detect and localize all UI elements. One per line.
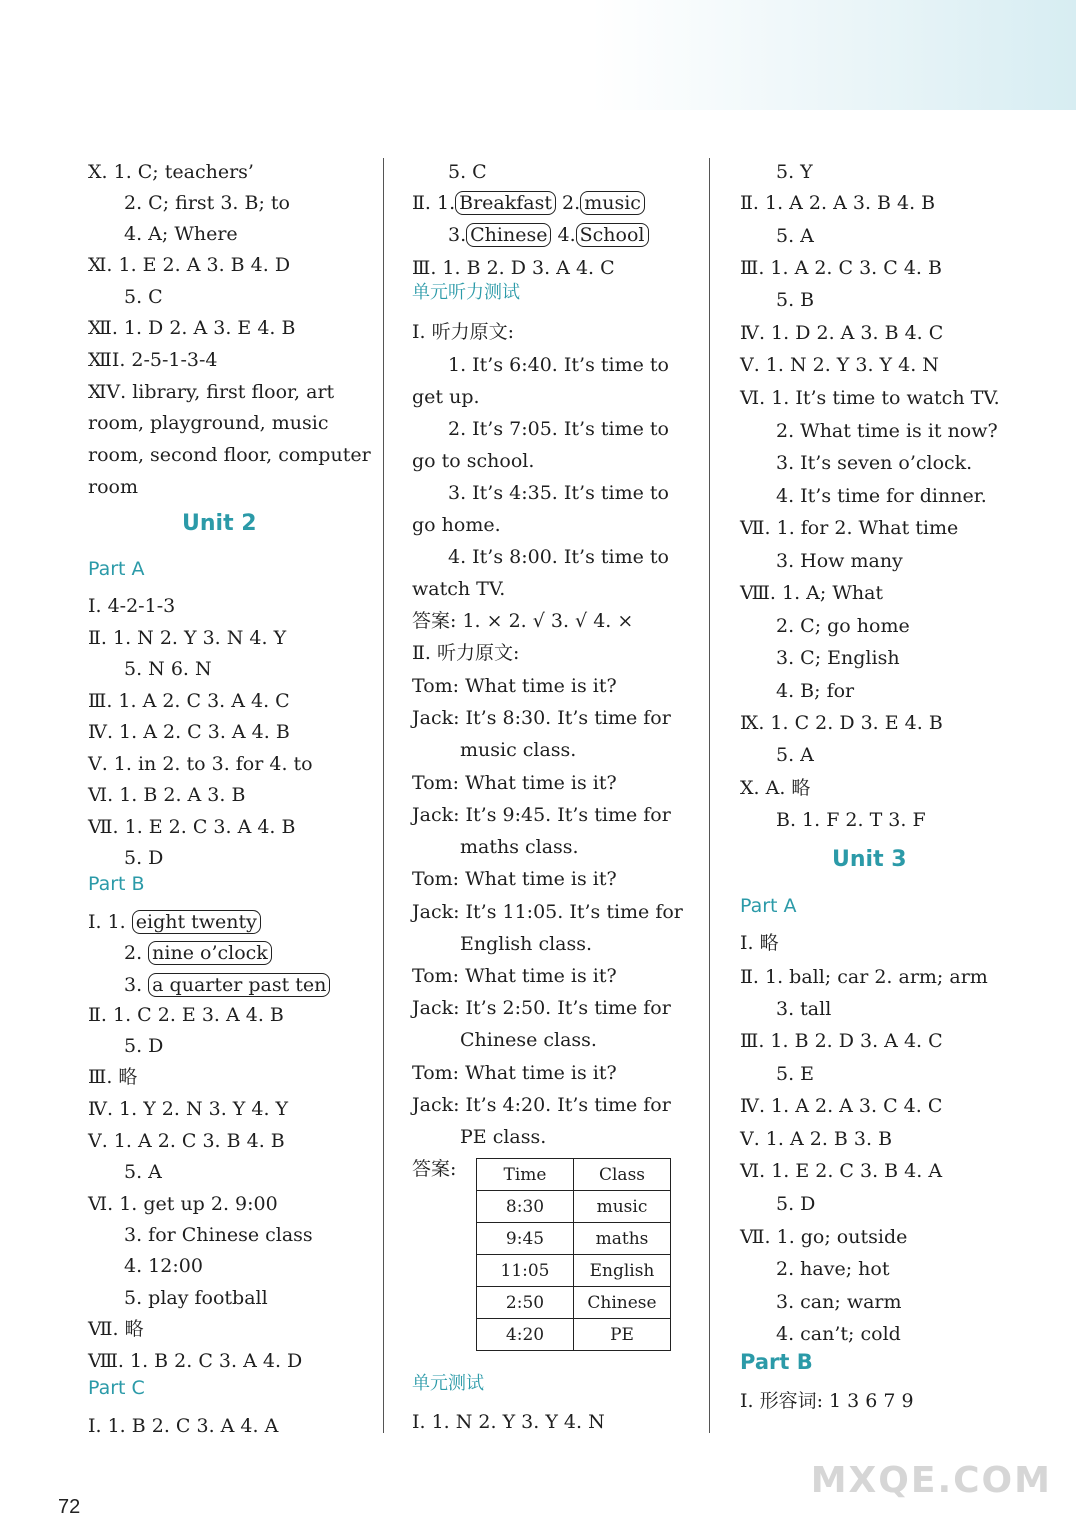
table-cell: 11:05 bbox=[477, 1255, 574, 1287]
answer-line: PE class. bbox=[460, 1126, 547, 1148]
answer-line: Ⅲ. 1. A 2. C 3. C 4. B bbox=[740, 257, 942, 279]
answer-line: B. 1. F 2. T 3. F bbox=[776, 809, 926, 831]
answer-line: Ⅴ. 1. in 2. to 3. for 4. to bbox=[88, 753, 313, 775]
answer-line: English class. bbox=[460, 933, 593, 955]
answer-line: Ⅲ. 1. A 2. C 3. A 4. C bbox=[88, 690, 290, 712]
answer-line: Ⅹ. 1. C; teachers’ bbox=[88, 161, 254, 183]
table-row bbox=[477, 1287, 671, 1319]
answer-line: 答案: 1. × 2. √ 3. √ 4. × bbox=[412, 610, 634, 632]
answer-line: Ⅰ. 4-2-1-3 bbox=[88, 595, 176, 617]
answer-line: 5. A bbox=[776, 225, 814, 247]
answer-line: Ⅵ. 1. B 2. A 3. B bbox=[88, 784, 246, 806]
table-row bbox=[477, 1255, 671, 1287]
answer-line: Ⅹ. A. 略 bbox=[740, 777, 811, 799]
table-cell: Chinese bbox=[574, 1287, 671, 1319]
table-row bbox=[477, 1223, 671, 1255]
answer-line: 5. D bbox=[776, 1193, 816, 1215]
answer-line: 3. How many bbox=[776, 550, 903, 572]
table-header-cell: Class bbox=[574, 1159, 671, 1191]
answer-line: 3. can; warm bbox=[776, 1291, 902, 1313]
answer-line: Ⅴ. 1. A 2. B 3. B bbox=[740, 1128, 893, 1150]
answer-line: Ⅱ. 1. ball; car 2. arm; arm bbox=[740, 966, 988, 988]
answer-line: Ⅶ. 1. go; outside bbox=[740, 1226, 908, 1248]
answer-line: Ⅱ. 1. A 2. A 3. B 4. B bbox=[740, 192, 936, 214]
answer-line: Ⅷ. 1. A; What bbox=[740, 582, 884, 604]
table-header-cell: Time bbox=[477, 1159, 574, 1191]
answer-line: 5. B bbox=[776, 289, 815, 311]
answer-line: 4. 12:00 bbox=[124, 1255, 203, 1277]
answer-line: 2. It’s 7:05. It’s time to bbox=[448, 418, 669, 440]
answer-prefix: Ⅰ. 1. bbox=[88, 911, 132, 933]
answer-line: 3. tall bbox=[776, 998, 832, 1020]
boxed-answer-line bbox=[124, 941, 272, 965]
answer-line: Ⅳ. 1. A 2. C 3. A 4. B bbox=[88, 721, 290, 743]
answer-line: Part A bbox=[740, 895, 797, 917]
answer-line: 5. A bbox=[776, 744, 814, 766]
answer-line: room bbox=[88, 476, 138, 498]
answer-line: 4. It’s 8:00. It’s time to bbox=[448, 546, 669, 568]
answer-line: 5. A bbox=[124, 1161, 162, 1183]
table-row bbox=[477, 1191, 671, 1223]
answer-line: 单元听力测试 bbox=[412, 282, 520, 303]
answer-line: 单元测试 bbox=[412, 1373, 484, 1394]
answer-line: 答案: bbox=[412, 1158, 457, 1180]
answer-line: room, second floor, computer bbox=[88, 444, 371, 466]
answer-line: watch TV. bbox=[412, 578, 506, 600]
table-cell: 9:45 bbox=[477, 1223, 574, 1255]
answer-line: Ⅰ. 1. B 2. C 3. A 4. A bbox=[88, 1415, 279, 1437]
answer-line: Part A bbox=[88, 558, 145, 580]
answer-line: Ⅴ. 1. A 2. C 3. B 4. B bbox=[88, 1130, 285, 1152]
answer-line: 5. N 6. N bbox=[124, 658, 212, 680]
boxed-answer-line bbox=[88, 910, 261, 934]
boxed-answer-line bbox=[124, 973, 330, 997]
answer-line: Tom: What time is it? bbox=[412, 868, 617, 890]
answer-line: maths class. bbox=[460, 836, 579, 858]
answer-line: 5. E bbox=[776, 1063, 815, 1085]
boxed-answer: a quarter past ten bbox=[148, 973, 330, 997]
answer-line: Ⅻ. 1. D 2. A 3. E 4. B bbox=[88, 317, 296, 339]
table-cell: 8:30 bbox=[477, 1191, 574, 1223]
boxed-answer: eight twenty bbox=[132, 910, 261, 934]
answer-line: 5. C bbox=[448, 161, 487, 183]
answer-line: Part B bbox=[740, 1350, 813, 1374]
answer-prefix: Ⅱ. 1. bbox=[412, 192, 456, 214]
answer-line: 2. have; hot bbox=[776, 1258, 890, 1280]
answer-line: 4. B; for bbox=[776, 680, 855, 702]
answer-line: Ⅱ. 听力原文: bbox=[412, 642, 520, 664]
answer-line: Chinese class. bbox=[460, 1029, 597, 1051]
unit-3-heading: Unit 3 bbox=[832, 847, 907, 872]
answer-line: Tom: What time is it? bbox=[412, 675, 617, 697]
answer-line: Ⅳ. 1. A 2. A 3. C 4. C bbox=[740, 1095, 943, 1117]
answer-line: Ⅶ. 1. for 2. What time bbox=[740, 517, 959, 539]
table-cell: 2:50 bbox=[477, 1287, 574, 1319]
answer-line: Tom: What time is it? bbox=[412, 1062, 617, 1084]
answer-line: Ⅲ. 略 bbox=[88, 1066, 138, 1088]
table-header-row bbox=[477, 1159, 671, 1191]
boxed-answer-line bbox=[448, 223, 649, 247]
answer-line: 2. C; first 3. B; to bbox=[124, 192, 290, 214]
boxed-answer: nine o’clock bbox=[148, 941, 272, 965]
answer-line: 5. play football bbox=[124, 1287, 268, 1309]
answer-line: Ⅴ. 1. N 2. Y 3. Y 4. N bbox=[740, 354, 939, 376]
answer-line: Part B bbox=[88, 873, 145, 895]
answer-line: go home. bbox=[412, 514, 501, 536]
answer-line: go to school. bbox=[412, 450, 535, 472]
table-row bbox=[477, 1319, 671, 1351]
answer-line: Ⅱ. 1. N 2. Y 3. N 4. Y bbox=[88, 627, 287, 649]
answer-line: Tom: What time is it? bbox=[412, 965, 617, 987]
answer-line: 5. C bbox=[124, 286, 163, 308]
answer-line: 4. can’t; cold bbox=[776, 1323, 901, 1345]
answer-line: Tom: What time is it? bbox=[412, 772, 617, 794]
column-divider-1 bbox=[383, 158, 384, 1433]
answer-prefix: 2. bbox=[124, 942, 149, 964]
answer-line: Jack: It’s 8:30. It’s time for bbox=[412, 707, 671, 729]
answer-line: 3. for Chinese class bbox=[124, 1224, 313, 1246]
watermark: MXQE.COM bbox=[810, 1460, 1052, 1501]
answer-line: ⅪⅤ. library, first floor, art bbox=[88, 381, 335, 403]
answer-line: Ⅶ. 略 bbox=[88, 1318, 144, 1340]
boxed-answer: School bbox=[576, 223, 649, 247]
answer-line: Ⅳ. 1. D 2. A 3. B 4. C bbox=[740, 322, 944, 344]
answer-line: Ⅸ. 1. C 2. D 3. E 4. B bbox=[740, 712, 943, 734]
answer-line: Ⅳ. 1. Y 2. N 3. Y 4. Y bbox=[88, 1098, 289, 1120]
answer-line: Jack: It’s 9:45. It’s time for bbox=[412, 804, 671, 826]
table-cell: maths bbox=[574, 1223, 671, 1255]
boxed-answer-line bbox=[412, 191, 645, 215]
answer-line: Ⅰ. 听力原文: bbox=[412, 321, 514, 343]
answer-line: 2. C; go home bbox=[776, 615, 910, 637]
unit-2-heading: Unit 2 bbox=[182, 511, 257, 536]
answer-line: 5. D bbox=[124, 847, 164, 869]
answer-line: Ⅷ. 1. B 2. C 3. A 4. D bbox=[88, 1350, 303, 1372]
answer-prefix: 4. bbox=[551, 224, 576, 246]
answer-line: 4. It’s time for dinner. bbox=[776, 485, 987, 507]
answer-line: Ⅱ. 1. C 2. E 3. A 4. B bbox=[88, 1004, 284, 1026]
answer-line: Part C bbox=[88, 1377, 145, 1399]
answer-line: 5. Y bbox=[776, 161, 813, 183]
boxed-answer: Chinese bbox=[466, 223, 551, 247]
answer-prefix: 3. bbox=[124, 974, 149, 996]
table-cell: English bbox=[574, 1255, 671, 1287]
answer-line: Ⅲ. 1. B 2. D 3. A 4. C bbox=[412, 257, 615, 279]
boxed-answer: music bbox=[580, 191, 645, 215]
answer-line: room, playground, music bbox=[88, 412, 329, 434]
answer-line: 3. It’s 4:35. It’s time to bbox=[448, 482, 669, 504]
answer-line: Ⅵ. 1. get up 2. 9:00 bbox=[88, 1193, 278, 1215]
page-number: 72 bbox=[58, 1496, 81, 1518]
answer-line: 2. What time is it now? bbox=[776, 420, 998, 442]
answer-line: 4. A; Where bbox=[124, 223, 238, 245]
answer-line: Ⅵ. 1. E 2. C 3. B 4. A bbox=[740, 1160, 943, 1182]
answer-line: Ⅰ. 略 bbox=[740, 932, 779, 954]
answer-line: Jack: It’s 4:20. It’s time for bbox=[412, 1094, 671, 1116]
answer-line: ⅫⅠ. 2-5-1-3-4 bbox=[88, 349, 218, 371]
answer-line: 1. It’s 6:40. It’s time to bbox=[448, 354, 669, 376]
answer-line: get up. bbox=[412, 386, 480, 408]
answer-table bbox=[476, 1158, 671, 1351]
answer-line: music class. bbox=[460, 739, 577, 761]
answer-line: 3. It’s seven o’clock. bbox=[776, 452, 973, 474]
answer-line: Ⅺ. 1. E 2. A 3. B 4. D bbox=[88, 254, 291, 276]
table-cell: 4:20 bbox=[477, 1319, 574, 1351]
column-divider-2 bbox=[709, 158, 710, 1433]
boxed-answer: Breakfast bbox=[455, 191, 556, 215]
answer-line: 3. C; English bbox=[776, 647, 900, 669]
answer-prefix: 2. bbox=[556, 192, 581, 214]
table-cell: PE bbox=[574, 1319, 671, 1351]
answer-line: Ⅰ. 形容词: 1 3 6 7 9 bbox=[740, 1390, 914, 1412]
header-band bbox=[0, 0, 1076, 110]
answer-line: Ⅶ. 1. E 2. C 3. A 4. B bbox=[88, 816, 296, 838]
answer-line: 5. D bbox=[124, 1035, 164, 1057]
table-cell: music bbox=[574, 1191, 671, 1223]
answer-line: Ⅲ. 1. B 2. D 3. A 4. C bbox=[740, 1030, 943, 1052]
answer-prefix: 3. bbox=[448, 224, 467, 246]
answer-line: Ⅰ. 1. N 2. Y 3. Y 4. N bbox=[412, 1411, 605, 1433]
answer-line: Jack: It’s 11:05. It’s time for bbox=[412, 901, 683, 923]
answer-line: Ⅵ. 1. It’s time to watch TV. bbox=[740, 387, 1000, 409]
answer-line: Jack: It’s 2:50. It’s time for bbox=[412, 997, 671, 1019]
